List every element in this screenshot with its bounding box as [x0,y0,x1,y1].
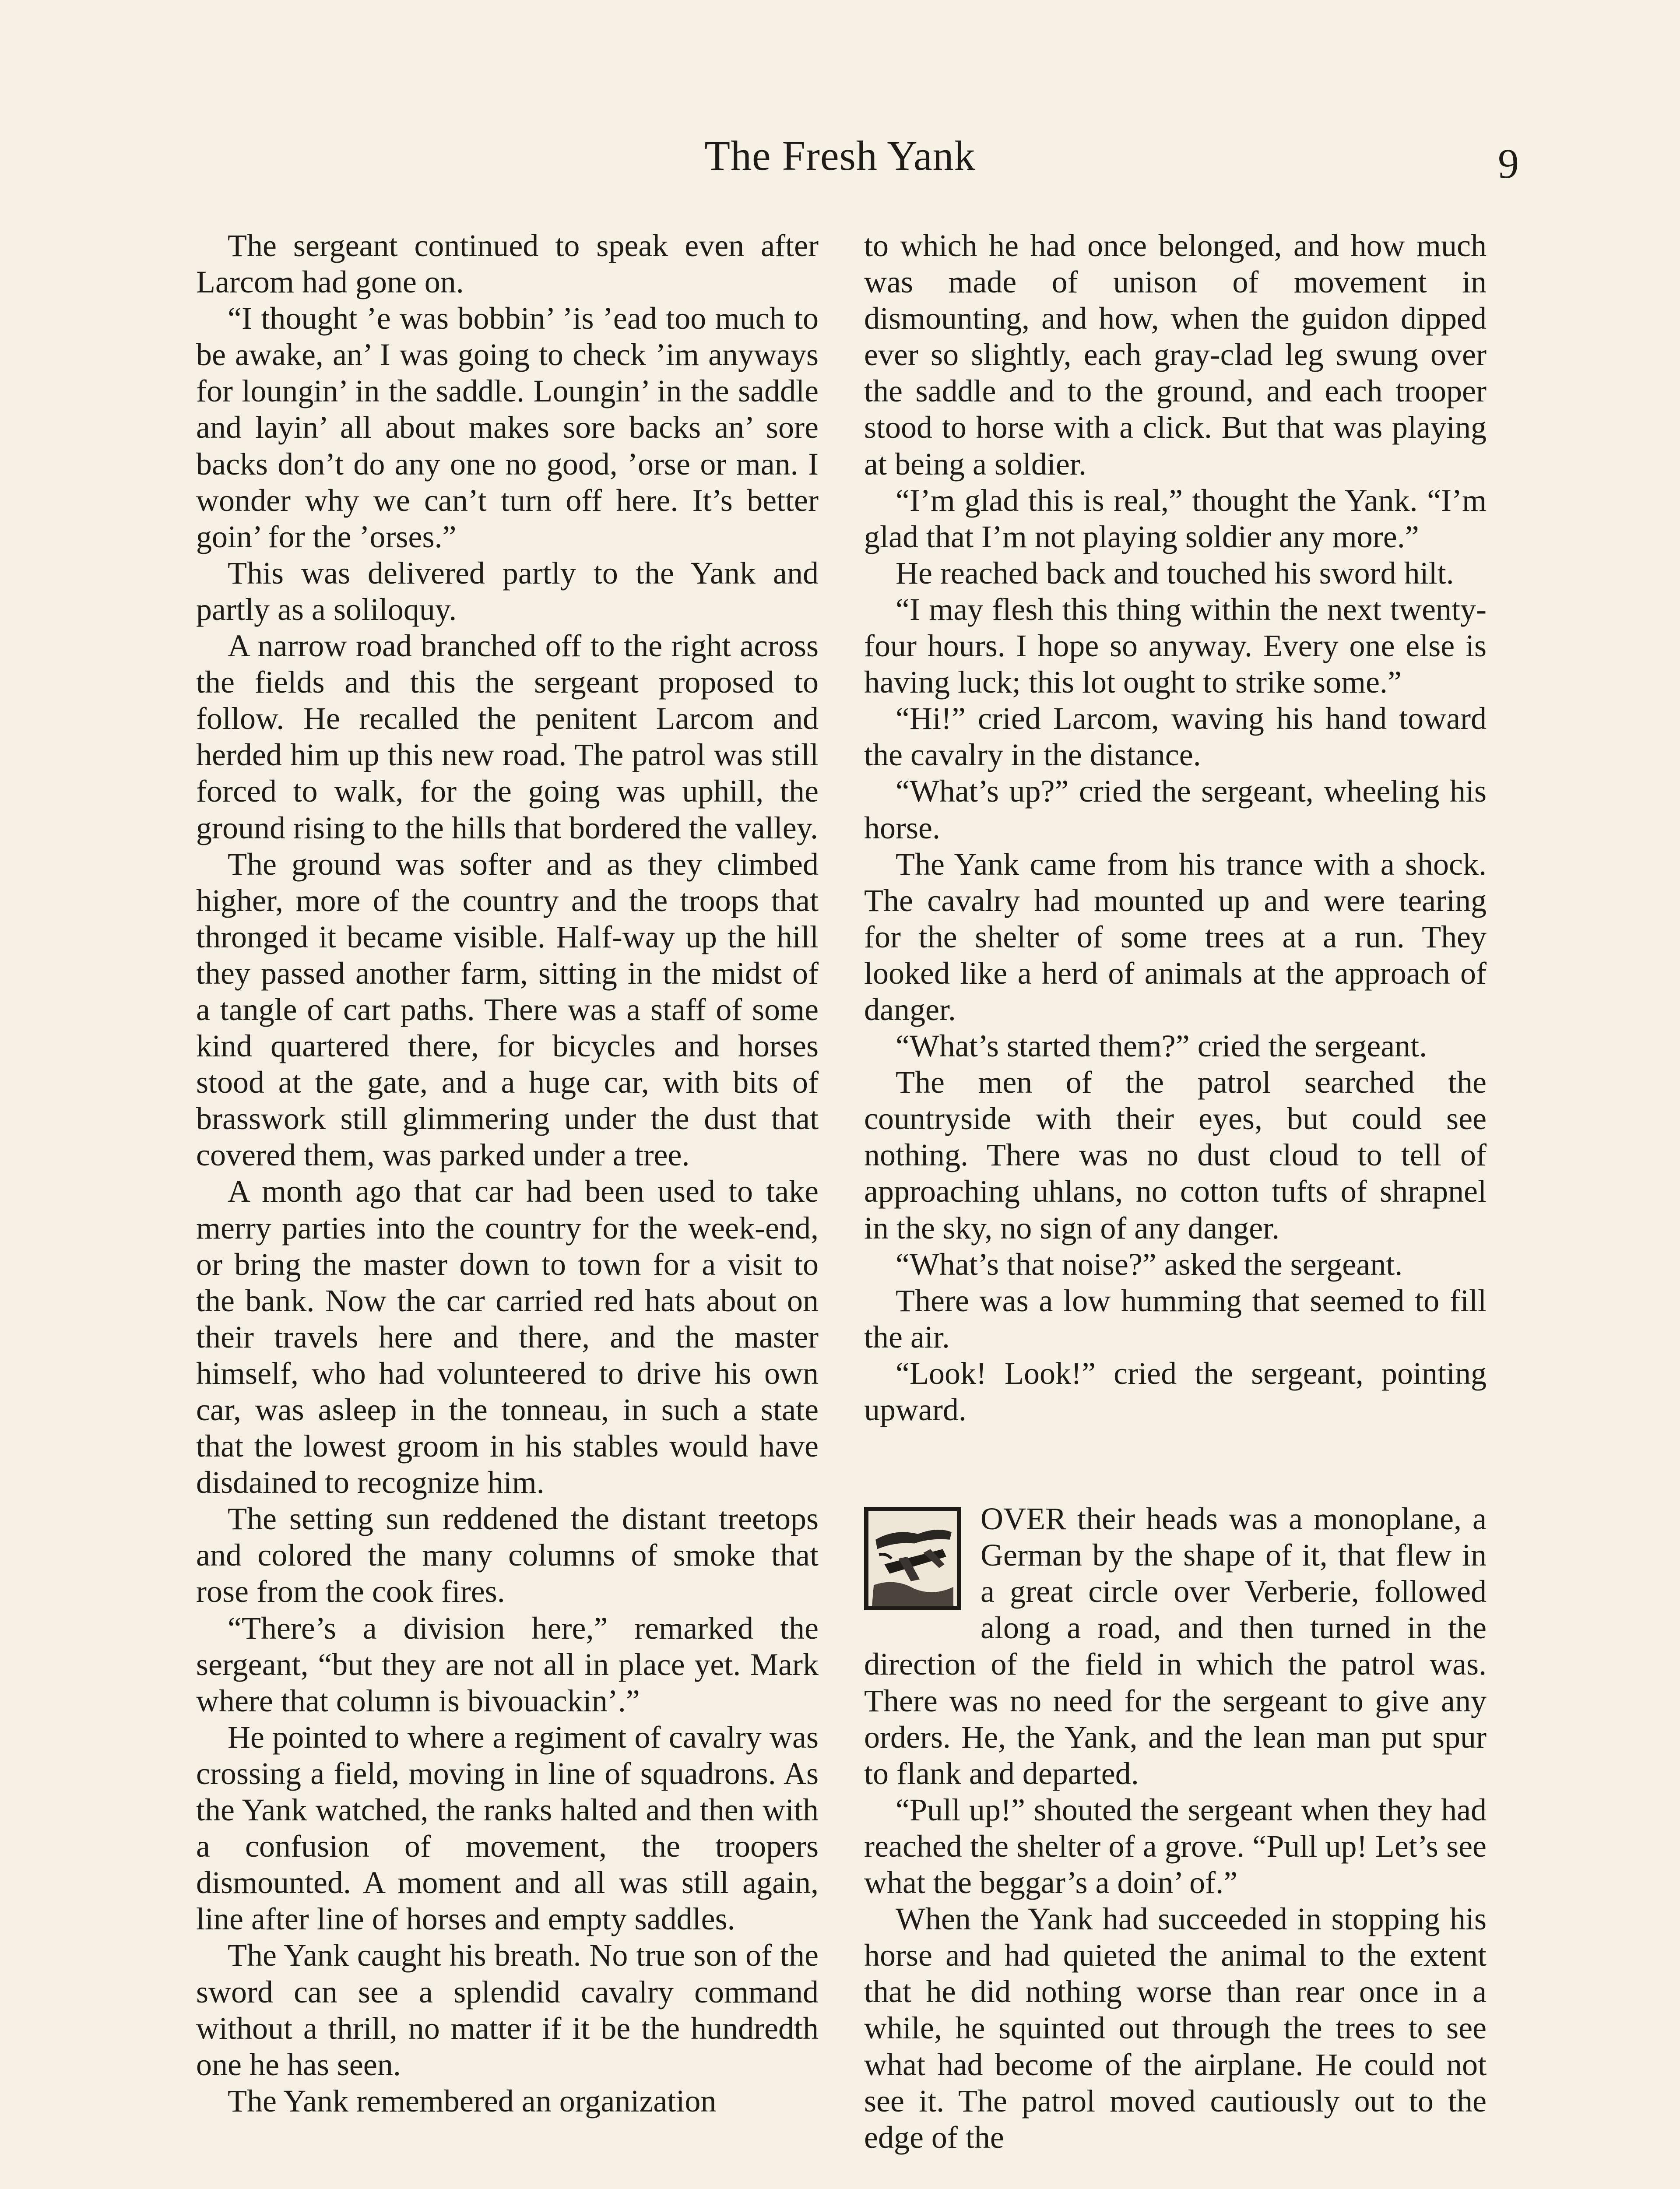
paragraph: The sergeant continued to speak even after Larcom had gone on. [196,228,819,300]
paragraph: He reached back and touched his sword hilt. [896,555,1454,591]
right-column [864,228,1487,2156]
paragraph: A narrow road branched off to the right across the fields and this the sergeant proposed to follow. He recalled the penitent Larcom and herded him up this new road. The patrol was still forced to walk, for the going was uphill, the ground rising to the hills that bordered the valley. [196,628,819,845]
paragraph: When the Yank had succeeded in stopping his horse and had quieted the animal to the extent that he did nothing worse than rear once in a while, he squinted out through the trees to see what had become of the airplane. He could not see it. The patrol moved cautiously out to the edge of the [864,1901,1487,2155]
dropcap-text: OVER their heads was a monoplane, a German by the shape of it, that flew in a great circle over Verberie, followed along a road, and then turned in the direction of the field in which the patrol was. There was no need for the sergeant to give any orders. He, the Yank, and the lean man put spur to flank and departed. [864,1501,1487,1791]
paragraph: A month ago that car had been used to take merry parties into the country for the week-end, or bring the master down to town for a visit to the bank. Now the car carried red hats about on their travels here and there, and the master himself, who had volunteered to drive his own car, was asleep in the tonneau, in such a state that the lowest groom in his stables would have disdained to recognize him. [196,1174,819,1500]
paragraph: “Pull up!” shouted the sergeant when they had reached the shelter of a grove. “Pull up! Let’s see what the beggar’s a doin’ of.” [864,1792,1487,1900]
page-header [0,131,1680,193]
page-number: 9 [1498,140,1519,187]
paragraph: “I’m glad this is real,” thought the Yank. “I’m glad that I’m not playing soldier any more.” [864,482,1487,554]
running-title: The Fresh Yank [704,132,976,179]
paragraph: The men of the patrol searched the countryside with their eyes, but could see nothing. There was no dust cloud to tell of approaching uhlans, no cotton tufts of shrapnel in the sky, no sign of any danger. [864,1065,1487,1246]
paragraph: “I thought ’e was bobbin’ ’is ’ead too much to be awake, an’ I was going to check ’im anyways for loungin’ in the saddle. Loungin’ in the saddle and layin’ all about makes sore backs an’ sore backs don’t do any one no good, ’orse or man. I wonder why we can’t turn off here. It’s better goin’ for the ’orses.” [196,301,819,554]
paragraph: “Look! Look!” cried the sergeant, pointing upward. [864,1355,1487,1427]
dropcap-paragraph [864,1501,1487,1792]
section-break [864,1428,1487,1501]
paragraph: The ground was softer and as they climbed higher, more of the country and the troops that thronged it became visible. Half-way up the hill they passed another farm, sitting in the midst of a tangle of cart paths. There was a staff of some kind quartered there, for bicycles and horses stood at the gate, and a huge car, with bits of brasswork still glimmering under the dust that covered them, was parked under a tree. [196,846,819,1173]
paragraph: “What’s that noise?” asked the sergeant. [896,1246,1403,1282]
paragraph: There was a low humming that seemed to fill the air. [864,1283,1487,1355]
continued-paragraph: to which he had once belonged, and how much was made of unison of movement in dismounting, and how, when the guidon dipped ever so slightly, each gray-clad leg swung over the saddle and to the ground, and each trooper stood to horse with a click. But that was playing at being a soldier. [864,228,1487,482]
paragraph: The Yank remembered an organization [228,2083,717,2119]
paragraph: “I may flesh this thing within the next twenty-four hours. I hope so anyway. Every one else is having luck; this lot ought to strike some.” [864,591,1487,700]
left-column [196,228,819,2119]
paragraph: He pointed to where a regiment of cavalry was crossing a field, moving in line of squadrons. As the Yank watched, the ranks halted and then with a confusion of movement, the troopers dismounted. A moment and all was still again, line after line of horses and empty saddles. [196,1719,819,1937]
paragraph: “What’s up?” cried the sergeant, wheeling his horse. [864,774,1487,845]
paragraph: The setting sun reddened the distant treetops and colored the many columns of smoke that rose from the cook fires. [196,1501,819,1609]
paragraph: “Hi!” cried Larcom, waving his hand toward the cavalry in the distance. [864,701,1487,773]
paragraph: This was delivered partly to the Yank and partly as a soliloquy. [196,555,819,627]
paragraph: The Yank caught his breath. No true son of the sword can see a splendid cavalry command without a thrill, no matter if it be the hundredth one he has seen. [196,1938,819,2082]
paragraph: “What’s started them?” cried the sergeant. [896,1028,1427,1064]
airplane-illustration-icon [864,1507,961,1610]
paragraph: The Yank came from his trance with a shock. The cavalry had mounted up and were tearing for the shelter of some trees at a run. They looked like a herd of animals at the approach of danger. [864,846,1487,1027]
paragraph: “There’s a division here,” remarked the sergeant, “but they are not all in place yet. Mark where that column is bivouackin’.” [196,1610,819,1718]
